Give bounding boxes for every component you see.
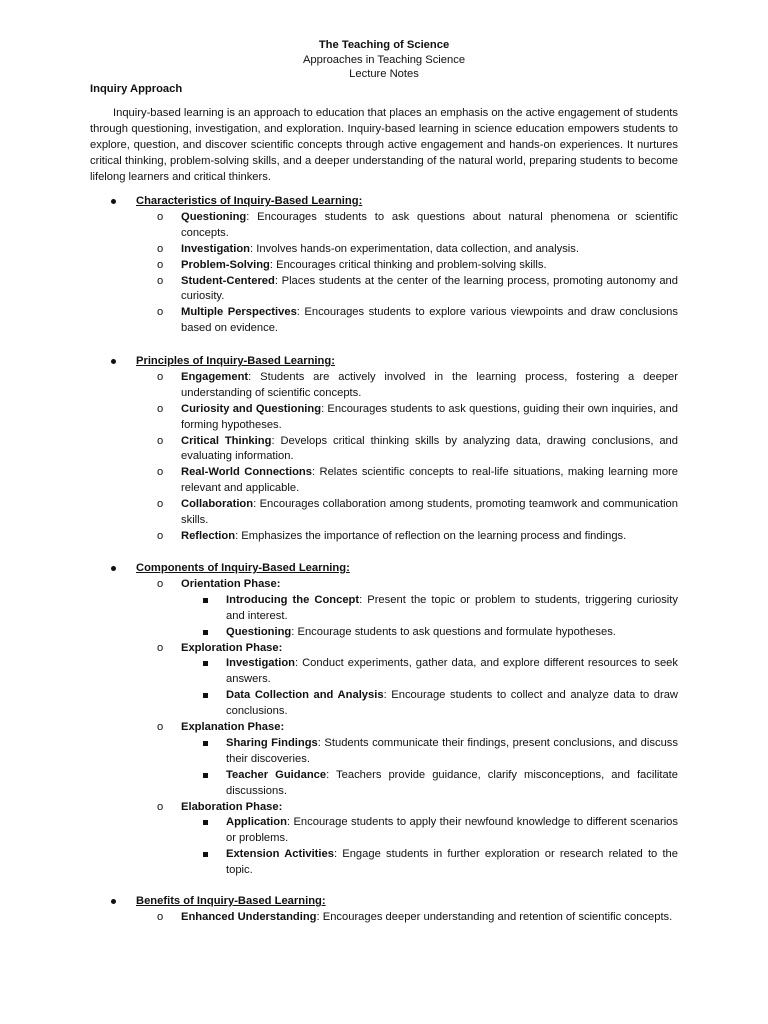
item-term: Real-World Connections — [181, 466, 312, 479]
components-title: Components of Inquiry-Based Learning: — [136, 562, 350, 574]
components-section — [0, 561, 768, 879]
phase-name: Orientation Phase: — [181, 577, 281, 590]
sub-list-item — [0, 688, 768, 720]
circle-bullet-icon: o — [157, 402, 164, 415]
principles-title: Principles of Inquiry-Based Learning: — [136, 355, 335, 367]
item-term: Critical Thinking — [181, 434, 272, 447]
characteristics-heading — [0, 194, 768, 210]
document-subtitle: Approaches in Teaching Science — [302, 54, 466, 66]
list-item — [0, 274, 768, 306]
item-text: : Encourages students to ask questions, guiding their own inquiries, and forming hypotheses. — [181, 402, 678, 431]
square-bullet-icon — [203, 820, 208, 825]
sub-list-item — [0, 847, 768, 879]
circle-bullet-icon: o — [157, 210, 164, 223]
item-term: Problem-Solving — [181, 258, 270, 271]
item-text: : Develops critical thinking skills by analyzing data, drawing conclusions, and evaluating information. — [181, 434, 678, 463]
intro-paragraph: Inquiry-based learning is an approach to education that places an emphasis on the active engagement of students through questioning, investigation, and exploration. Inquiry-based learning in science education empowers students to explore, question, and discover scientific concepts through active engagement and hands-on experiences. It nurtures critical thinking, problem-solving skills, and a deeper understanding of the natural world, preparing students to become lifelong learners and critical thinkers. — [90, 107, 678, 183]
item-text: : Encourages students to explore various viewpoints and draw conclusions based on evidence. — [181, 306, 679, 335]
item-text: : Places students at the center of the learning process, promoting autonomy and curiosity. — [181, 274, 678, 303]
section-title: Inquiry Approach — [90, 83, 183, 95]
item-term: Student-Centered — [181, 274, 275, 287]
square-bullet-icon — [203, 630, 208, 635]
sub-list-item — [0, 768, 768, 800]
item-term: Enhanced Understanding — [181, 910, 317, 923]
square-bullet-icon — [203, 741, 208, 746]
square-bullet-icon — [203, 693, 208, 698]
item-text: : Teachers provide guidance, clarify misconceptions, and facilitate discussions. — [226, 768, 678, 797]
circle-bullet-icon: o — [157, 370, 164, 383]
item-text: : Students are actively involved in the learning process, fostering a deeper understanding of scientific concepts. — [181, 370, 678, 399]
circle-bullet-icon: o — [157, 577, 164, 590]
characteristics-section — [0, 194, 768, 337]
circle-bullet-icon: o — [157, 800, 164, 813]
item-text: : Involves hands-on experimentation, data collection, and analysis. — [250, 242, 579, 255]
item-term: Questioning — [226, 625, 292, 638]
item-text: : Encourages critical thinking and problem-solving skills. — [269, 258, 547, 271]
square-bullet-icon — [203, 773, 208, 778]
list-item — [0, 529, 768, 545]
item-text: : Encourages collaboration among students, promoting teamwork and communication skills. — [181, 498, 678, 527]
item-text: : Encourages deeper understanding and retention of scientific concepts. — [316, 910, 673, 923]
sub-list-item — [0, 736, 768, 768]
item-text: : Students communicate their findings, present conclusions, and discuss their discoveries. — [226, 736, 678, 765]
phase-name: Exploration Phase: — [181, 641, 283, 654]
list-item — [0, 242, 768, 258]
list-item — [0, 210, 768, 242]
square-bullet-icon — [203, 598, 208, 603]
bullet-icon — [111, 566, 116, 571]
principles-heading — [0, 354, 768, 370]
square-bullet-icon — [203, 852, 208, 857]
circle-bullet-icon: o — [157, 529, 164, 542]
list-item — [0, 465, 768, 497]
item-text: : Emphasizes the importance of reflection on the learning process and findings. — [235, 529, 627, 542]
circle-bullet-icon: o — [157, 498, 164, 511]
item-text: : Relates scientific concepts to real-life situations, making learning more relevant and applicable. — [181, 466, 679, 495]
item-text: : Encourages students to ask questions about natural phenomena or scientific concepts. — [181, 210, 678, 239]
item-term: Extension Activities — [226, 848, 334, 861]
characteristics-title: Characteristics of Inquiry-Based Learning: — [136, 195, 363, 207]
item-text: : Engage students in further exploration or research related to the topic. — [226, 848, 678, 877]
item-term: Multiple Perspectives — [181, 306, 297, 319]
phase-item — [0, 800, 768, 816]
benefits-heading — [0, 894, 768, 910]
sub-list-item — [0, 815, 768, 847]
bullet-icon — [111, 359, 116, 364]
item-text: : Encourage students to collect and analyze data to draw conclusions. — [226, 689, 678, 718]
item-text: : Present the topic or problem to students, triggering curiosity and interest. — [226, 593, 678, 622]
item-text: : Encourage students to ask questions and formulate hypotheses. — [291, 625, 616, 638]
list-item — [0, 910, 768, 926]
sub-list-item — [0, 593, 768, 625]
benefits-title: Benefits of Inquiry-Based Learning: — [136, 895, 326, 907]
item-term: Teacher Guidance — [226, 768, 327, 781]
list-item — [0, 497, 768, 529]
list-item — [0, 434, 768, 466]
circle-bullet-icon: o — [157, 466, 164, 479]
sub-list-item — [0, 625, 768, 641]
item-text: : Encourage students to apply their newfound knowledge to different scenarios or problems. — [226, 816, 678, 845]
list-item — [0, 370, 768, 402]
item-term: Curiosity and Questioning — [181, 402, 322, 415]
components-heading — [0, 561, 768, 577]
circle-bullet-icon: o — [157, 434, 164, 447]
item-term: Introducing the Concept — [226, 593, 360, 606]
list-item — [0, 402, 768, 434]
item-text: : Conduct experiments, gather data, and explore different resources to seek answers. — [226, 657, 678, 686]
bullet-icon — [111, 199, 116, 204]
phase-item — [0, 577, 768, 593]
phase-name: Explanation Phase: — [181, 721, 285, 734]
list-item — [0, 258, 768, 274]
list-item — [0, 305, 768, 337]
phase-name: Elaboration Phase: — [181, 800, 283, 813]
item-term: Investigation — [181, 242, 250, 255]
item-term: Application — [226, 816, 287, 829]
item-term: Data Collection and Analysis — [226, 689, 384, 702]
item-term: Sharing Findings — [226, 736, 318, 749]
document-title: The Teaching of Science — [318, 39, 450, 51]
item-term: Reflection — [181, 529, 236, 542]
bullet-icon — [111, 899, 116, 904]
square-bullet-icon — [203, 661, 208, 666]
benefits-section — [0, 894, 768, 926]
document-notes-label: Lecture Notes — [349, 68, 419, 80]
circle-bullet-icon: o — [157, 274, 164, 287]
circle-bullet-icon: o — [157, 641, 164, 654]
circle-bullet-icon: o — [157, 306, 164, 319]
phase-item — [0, 720, 768, 736]
item-term: Engagement — [181, 370, 249, 383]
item-term: Investigation — [226, 657, 295, 670]
principles-section — [0, 354, 768, 545]
item-term: Questioning — [181, 210, 247, 223]
sub-list-item — [0, 656, 768, 688]
item-term: Collaboration — [181, 498, 254, 511]
circle-bullet-icon: o — [157, 910, 164, 923]
circle-bullet-icon: o — [157, 721, 164, 734]
phase-item — [0, 641, 768, 657]
circle-bullet-icon: o — [157, 242, 164, 255]
circle-bullet-icon: o — [157, 258, 164, 271]
